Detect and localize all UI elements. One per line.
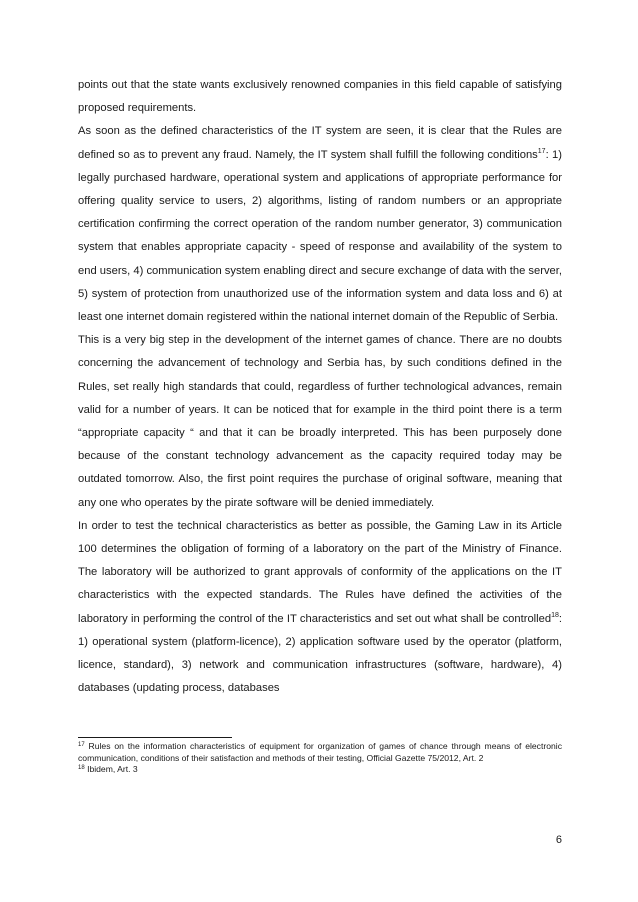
footnote-mark: 17 — [78, 742, 85, 748]
page-number: 6 — [555, 834, 562, 846]
paragraph-text: In order to test the technical characteristics as better as possible, the Gaming Law in its Article 100 determines the obligation of forming of a laboratory on the part of the Ministry of Finance. The laboratory will be authorized to grant approvals of conformity of the applications on the IT characteristics with the expected standards. The Rules have defined the activities of the laboratory in performing the control of the IT characteristics and set out what shall be controlled — [78, 519, 562, 625]
footnote-reference[interactable]: 17 — [537, 147, 546, 155]
paragraph-text: : 1) legally purchased hardware, operational system and applications of appropriate performance for offering quality service to users, 2) algorithms, listing of random numbers or an appropriate certification confirming the correct operation of the random number generator, 3) communication system that enables appropriate capacity - speed of response and availability of the system to end users, 4) communication system enabling direct and secure exchange of data with the server, 5) system of protection from unauthorized use of the information system and data loss and 6) at least one internet domain registered within the national internet domain of the Republic of Serbia. — [78, 148, 562, 324]
footnote-text: Rules on the information characteristics of equipment for organization of games of chance through means of electronic communication, conditions of their satisfaction and methods of their testing, Official Gazette 75/2012, Art. 2 — [78, 741, 562, 763]
paragraph: points out that the state wants exclusively renowned companies in this field capable of satisfying proposed requirements. — [78, 79, 562, 115]
footnote-mark: 18 — [78, 765, 85, 771]
footnotes — [78, 741, 562, 776]
paragraph-text: : 1) operational system (platform-licence), 2) application software used by the operator (platform, licence, standard), 3) network and communication infrastructures (software, hardware), 4) databases (updating process, databases — [78, 612, 562, 695]
footnote-text: Ibidem, Art. 3 — [84, 764, 138, 774]
footnote-separator — [78, 737, 232, 738]
footnote-reference[interactable]: 18 — [551, 611, 559, 619]
footnote — [78, 764, 562, 776]
paragraph-text: As soon as the defined characteristics of the IT system are seen, it is clear that the Rules are defined so as to prevent any fraud. Namely, the IT system shall fulfill the following conditions — [78, 125, 562, 161]
footnote — [78, 741, 562, 764]
paragraph — [78, 120, 562, 329]
paragraph — [78, 515, 562, 701]
paragraph: This is a very big step in the development of the internet games of chance. There are no doubts concerning the advancement of technology and Serbia has, by such conditions defined in the Rules, set really high standards that could, regardless of further technological advances, remain valid for a number of years. It can be noticed that for example in the third point there is a term “appropriate capacity “ and that it can be broadly interpreted. This has been purposely done because of the constant technology advancement as the capacity required today may be outdated tomorrow. Also, the first point requires the purchase of original software, meaning that any one who operates by the pirate software will be denied immediately. — [78, 334, 562, 509]
body-text — [78, 74, 562, 700]
